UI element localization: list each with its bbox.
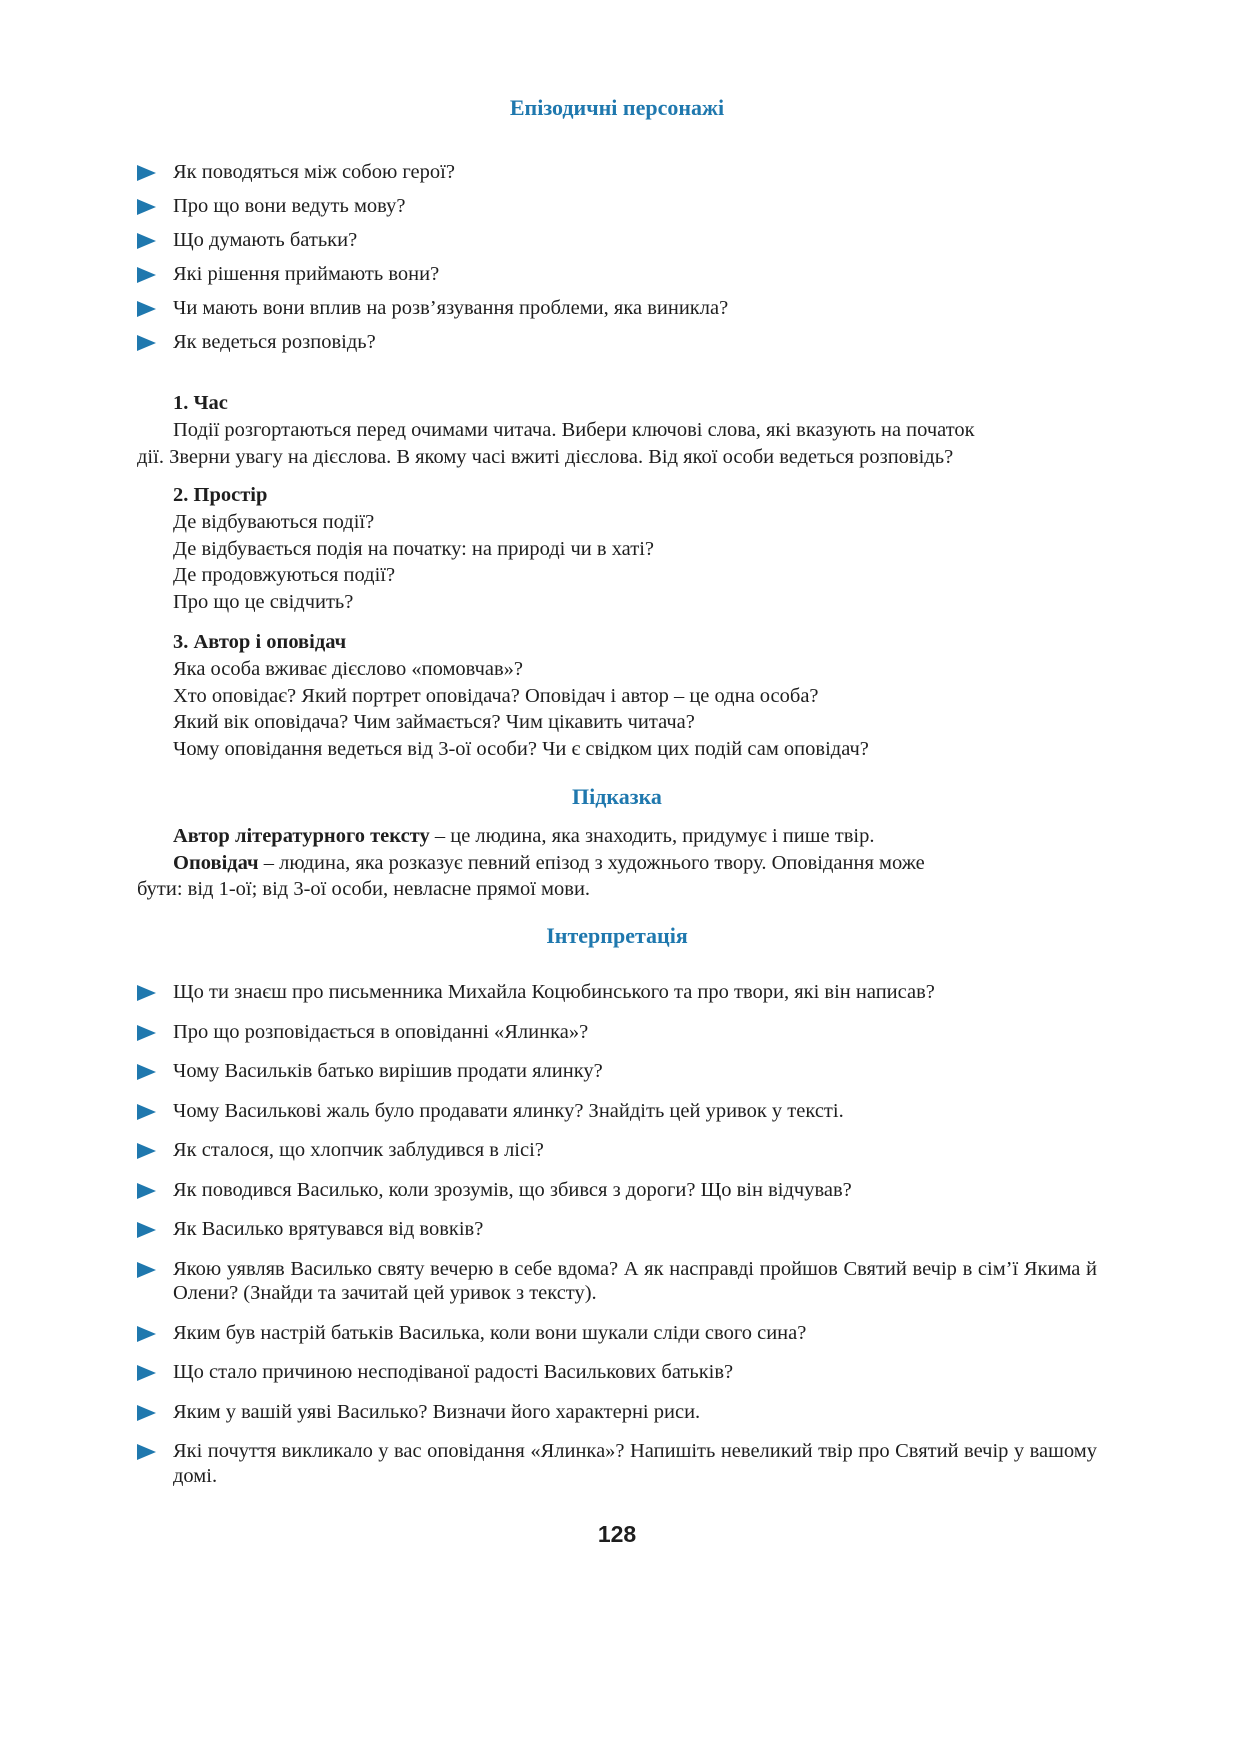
arrow-bullet-icon	[137, 1365, 156, 1381]
list-item: Яким у вашій уяві Василько? Визначи його характерні риси.	[137, 1400, 1097, 1425]
list-item: Як поводяться між собою герої?	[137, 160, 1097, 185]
list-item: Як поводився Василько, коли зрозумів, що збився з дороги? Що він відчував?	[137, 1178, 1097, 1203]
arrow-bullet-icon	[137, 1444, 156, 1460]
arrow-bullet-icon	[137, 1143, 156, 1159]
heading-interpretation: Інтерпретація	[546, 923, 688, 948]
arrow-bullet-icon	[137, 1262, 156, 1278]
paragraph-line: бути: від 1-ої; від 3-ої особи, невласне прямої мови.	[137, 878, 591, 900]
paragraph-line: Чому оповідання ведеться від 3-ої особи? Чи є свідком цих подій сам оповідач?	[173, 737, 869, 760]
arrow-bullet-icon	[137, 165, 156, 181]
arrow-bullet-icon	[137, 1405, 156, 1421]
heading-hint: Підказка	[572, 784, 662, 809]
list-item: Чи мають вони вплив на розв’язування проблеми, яка виникла?	[137, 296, 1097, 321]
section-hint	[137, 823, 1097, 903]
section-title: 3. Автор і оповідач	[173, 631, 347, 653]
arrow-bullet-icon	[137, 1222, 156, 1238]
arrow-bullet-icon	[137, 1064, 156, 1080]
list-item: Як ведеться розповідь?	[137, 330, 1097, 355]
paragraph-line: Про що це свідчить?	[173, 590, 354, 613]
list-item: Які рішення приймають вони?	[137, 262, 1097, 287]
paragraph-line: Події розгортаються перед очимами читача. Вибери ключові слова, які вказують на початок	[173, 419, 975, 441]
list-item: Чому Васильків батько вирішив продати ялинку?	[137, 1059, 1097, 1084]
term-author: Автор літературного тексту	[173, 825, 430, 847]
page-number: 128	[597, 1521, 637, 1547]
paragraph-line: Де продовжуються події?	[173, 564, 396, 586]
paragraph-line: Який вік оповідача? Чим займається? Чим цікавить читача?	[173, 711, 695, 733]
hint-paragraph: Автор літературного тексту – це людина, яка знаходить, придумує і пише твір.	[173, 825, 875, 847]
paragraph-line: Де відбуваються події?	[173, 511, 375, 533]
list-item: Як Василько врятувався від вовків?	[137, 1217, 1097, 1242]
list-item: Як сталося, що хлопчик заблудився в лісі?	[137, 1138, 1097, 1163]
section-title: 2. Простір	[173, 484, 268, 506]
arrow-bullet-icon	[137, 199, 156, 215]
list-item: Яким був настрій батьків Василька, коли вони шукали сліди свого сина?	[137, 1321, 1097, 1346]
list-item: Про що вони ведуть мову?	[137, 194, 1097, 219]
arrow-bullet-icon	[137, 1104, 156, 1120]
list-item: Що ти знаєш про письменника Михайла Коцюбинського та про твори, які він написав?	[137, 980, 1097, 1005]
arrow-bullet-icon	[137, 1326, 156, 1342]
paragraph-line: дії. Зверни увагу на дієслова. В якому часі вжиті дієслова. Від якої особи ведеться розповідь?	[137, 445, 954, 468]
arrow-bullet-icon	[137, 335, 156, 351]
heading-episodic: Епізодичні персонажі	[509, 95, 725, 120]
paragraph-line: Яка особа вживає дієслово «помовчав»?	[173, 658, 524, 680]
section-title: 1. Час	[173, 392, 228, 414]
section-author	[137, 629, 1097, 762]
interpretation-list	[137, 980, 1097, 1488]
term-narrator: Оповідач	[173, 851, 259, 874]
list-item: Що стало причиною несподіваної радості Василькових батьків?	[137, 1360, 1097, 1385]
hint-paragraph: Оповідач – людина, яка розказує певний епізод з художнього твору. Оповідання може	[173, 851, 925, 874]
arrow-bullet-icon	[137, 301, 156, 317]
list-item: Якою уявляв Василько святу вечерю в себе вдома? А як насправді пройшов Святий вечір в сім’ї Якима й Олени? (Знайди та зачитай цей уривок з тексту).	[137, 1257, 1097, 1306]
list-item: Що думають батьки?	[137, 228, 1097, 253]
episodic-list	[137, 160, 1097, 355]
arrow-bullet-icon	[137, 267, 156, 283]
list-item: Які почуття викликало у вас оповідання «Ялинка»? Напишіть невеликий твір про Святий вечір у вашому домі.	[137, 1439, 1097, 1488]
arrow-bullet-icon	[137, 1025, 156, 1041]
list-item: Чому Василькові жаль було продавати ялинку? Знайдіть цей уривок у тексті.	[137, 1099, 1097, 1124]
list-item: Про що розповідається в оповіданні «Ялинка»?	[137, 1020, 1097, 1045]
section-time	[137, 390, 1097, 470]
arrow-bullet-icon	[137, 985, 156, 1001]
paragraph-line: Хто оповідає? Який портрет оповідача? Оповідач і автор – це одна особа?	[173, 684, 819, 707]
paragraph-line: Де відбувається подія на початку: на природі чи в хаті?	[173, 537, 654, 560]
arrow-bullet-icon	[137, 233, 156, 249]
section-space	[137, 482, 1097, 615]
arrow-bullet-icon	[137, 1183, 156, 1199]
